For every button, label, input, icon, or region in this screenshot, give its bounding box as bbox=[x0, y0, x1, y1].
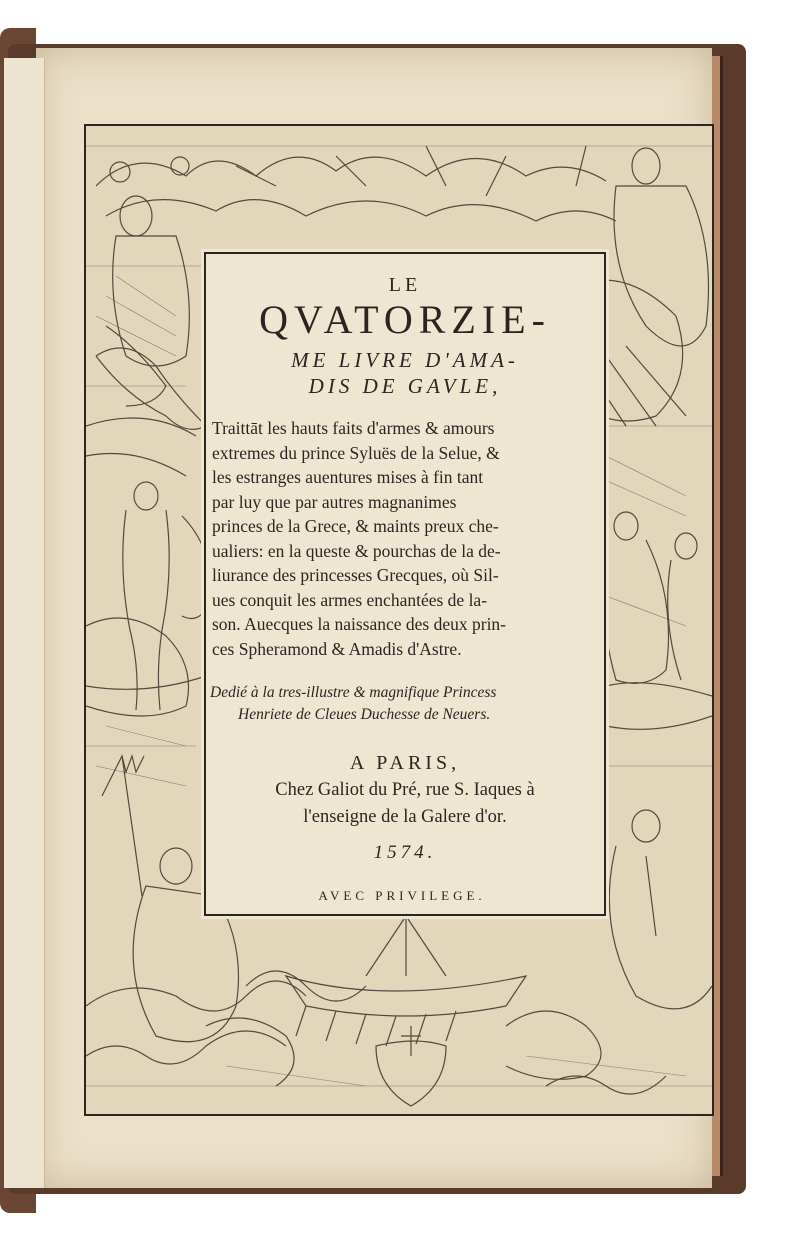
dedication-line: Henriete de Cleues Duchesse de Neuers. bbox=[238, 706, 491, 723]
title-cartouche bbox=[204, 252, 606, 916]
privilege-line: AVEC PRIVILEGE. bbox=[318, 888, 486, 903]
dedication bbox=[210, 682, 600, 726]
title-line-1: LE bbox=[388, 274, 422, 296]
description-line: par luy que par autres magnanimes bbox=[212, 491, 457, 512]
imprint-sign: l'enseigne de la Galere d'or. bbox=[303, 807, 507, 827]
woodcut-border bbox=[84, 124, 714, 1116]
title-line-4: DIS DE GAVLE, bbox=[308, 374, 502, 398]
description-line: ues conquit les armes enchantées de la- bbox=[212, 589, 488, 610]
imprint-publisher: Chez Galiot du Pré, rue S. Iaques à bbox=[275, 780, 535, 800]
imprint bbox=[206, 750, 604, 831]
description-line: princes de la Grece, & maints preux che- bbox=[212, 516, 499, 536]
flyleaf bbox=[4, 58, 45, 1188]
description-line: ualiers: en la queste & pourchas de la de- bbox=[212, 540, 501, 561]
title-line-2: QVATORZIE- bbox=[259, 297, 551, 342]
description-line: les estranges auentures mises à fin tant bbox=[212, 467, 484, 487]
title-line-3: ME LIVRE D'AMA- bbox=[291, 348, 519, 372]
description-line: extremes du prince Syluës de la Selue, & bbox=[212, 442, 500, 463]
description bbox=[212, 416, 598, 661]
imprint-city: A PARIS, bbox=[349, 752, 461, 774]
description-line: liurance des princesses Grecques, où Sil- bbox=[212, 565, 499, 585]
description-line: Traittāt les hauts faits d'armes & amours bbox=[212, 418, 495, 438]
description-line: son. Auecques la naissance des deux prin- bbox=[212, 614, 507, 634]
description-line: ces Spheramond & Amadis d'Astre. bbox=[212, 638, 462, 659]
dedication-line: Dedié à la tres-illustre & magnifique Princess bbox=[210, 684, 497, 701]
publication-year: 1574. bbox=[373, 842, 437, 863]
